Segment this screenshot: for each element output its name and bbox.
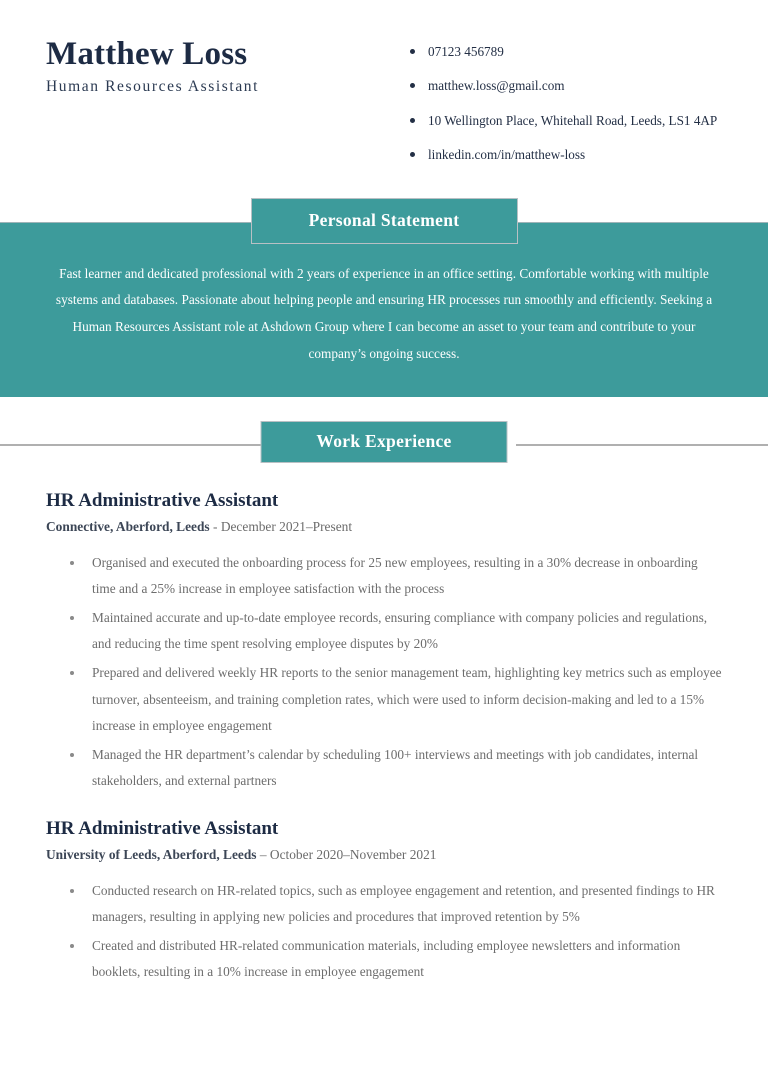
- contact-list: [410, 42, 768, 180]
- contact-linkedin[interactable]: [410, 145, 768, 165]
- identity-block: [0, 36, 410, 96]
- work-experience-heading: Work Experience: [261, 421, 508, 463]
- list-item: [46, 605, 722, 658]
- bullet-icon: [70, 671, 74, 675]
- personal-statement-text: Fast learner and dedicated professional with 2 years of experience in an office setting. Comfortable working with multiple systems and databases. Passionate about helping people and ensuring HR processes run smoothly and efficiently. Seeking a Human Resources Assistant role at Ashdown Group where I can become an asset to your team and contribute to your company’s ongoing success.: [55, 265, 713, 361]
- job-dates: December 2021–Present: [220, 518, 353, 534]
- candidate-job-title: Human Resources Assistant: [46, 78, 260, 96]
- bullet-icon: [410, 49, 415, 54]
- list-item: [46, 878, 722, 931]
- list-item-text: Organised and executed the onboarding process for 25 new employees, resulting in a 30% decrease in onboarding time and a 25% increase in employee satisfaction with the process: [92, 554, 698, 597]
- contact-phone: [410, 42, 768, 62]
- job-separator: –: [256, 846, 270, 862]
- bullet-icon: [70, 889, 74, 893]
- contact-address: [410, 111, 768, 131]
- job-role-title: HR Administrative Assistant: [46, 818, 279, 840]
- contact-address-text: 10 Wellington Place, Whitehall Road, Leeds, LS1 4AP: [428, 112, 718, 128]
- job-dates: October 2020–November 2021: [269, 846, 437, 862]
- job-entry: [46, 817, 722, 986]
- list-item: [46, 742, 722, 795]
- resume-header: [0, 0, 768, 180]
- bullet-icon: [410, 83, 415, 88]
- bullet-icon: [410, 118, 415, 123]
- list-item-text: Maintained accurate and up-to-date employee records, ensuring compliance with company policies and regulations, and reducing the time spent resolving employee disputes by 20%: [92, 609, 708, 652]
- list-item: [46, 933, 722, 986]
- list-item-text: Prepared and delivered weekly HR reports to the senior management team, highlighting key metrics such as employee turnover, absenteeism, and training completion rates, which were used to inform decision-making and led to a 15% increase in employee engagement: [92, 665, 722, 734]
- job-meta: [46, 518, 722, 537]
- personal-statement-section: [0, 198, 768, 397]
- job-employer: Connective, Aberford, Leeds: [46, 518, 210, 534]
- job-entry: [46, 489, 722, 795]
- job-role-title: HR Administrative Assistant: [46, 490, 279, 512]
- candidate-name: Matthew Loss: [46, 36, 248, 72]
- job-meta: [46, 846, 722, 865]
- personal-statement-band: [0, 222, 768, 397]
- bullet-icon: [70, 753, 74, 757]
- list-item-text: Managed the HR department’s calendar by scheduling 100+ interviews and meetings with job candidates, internal stakeholders, and external partners: [92, 746, 699, 789]
- personal-statement-heading: Personal Statement: [251, 198, 518, 244]
- heading-rule-left: [0, 444, 272, 446]
- bullet-icon: [70, 616, 74, 620]
- contact-phone-text: 07123 456789: [428, 44, 504, 59]
- job-employer: University of Leeds, Aberford, Leeds: [46, 846, 257, 862]
- work-experience-heading-row: [0, 421, 768, 467]
- contact-email-text: matthew.loss@gmail.com: [428, 78, 565, 94]
- list-item: [46, 660, 722, 740]
- list-item: [46, 550, 722, 603]
- work-experience-section: [0, 489, 768, 986]
- list-item-text: Created and distributed HR-related communication materials, including employee newsletters and information booklets, resulting in a 10% increase in employee engagement: [92, 937, 681, 980]
- bullet-icon: [70, 944, 74, 948]
- bullet-icon: [410, 152, 415, 157]
- job-bullet-list: [46, 878, 722, 986]
- job-separator: -: [209, 518, 221, 534]
- bullet-icon: [70, 561, 74, 565]
- contact-linkedin-text: linkedin.com/in/matthew-loss: [428, 147, 586, 163]
- list-item-text: Conducted research on HR-related topics, such as employee engagement and retention, and presented findings to HR managers, resulting in applying new policies and procedures that improved retention by 5%: [92, 882, 715, 925]
- job-bullet-list: [46, 550, 722, 795]
- heading-rule-right: [516, 444, 768, 446]
- contact-email[interactable]: [410, 76, 768, 96]
- personal-statement-body-block: [0, 222, 768, 397]
